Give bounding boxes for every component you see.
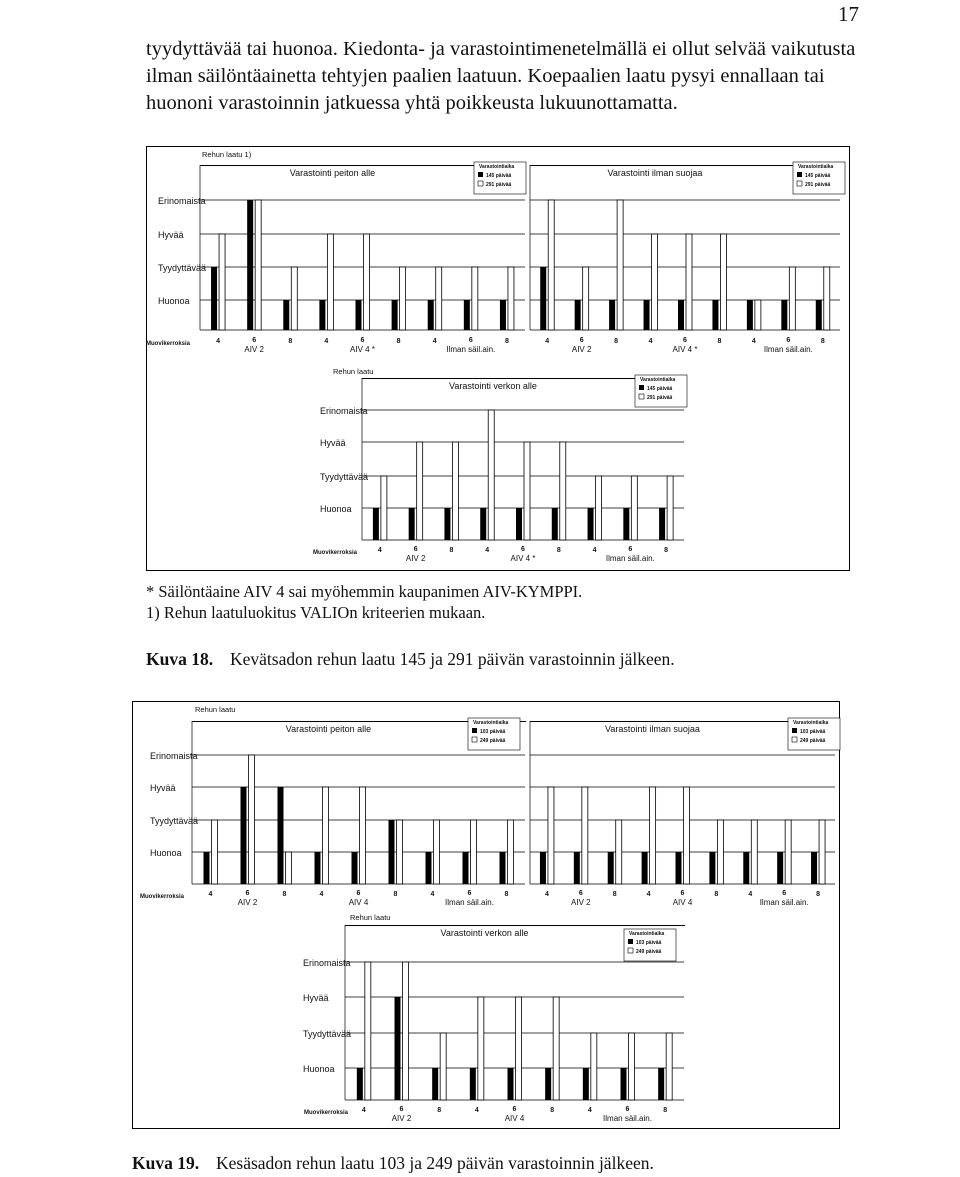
bar-145-päivää xyxy=(540,267,546,330)
bar-145-päivää xyxy=(659,508,665,540)
bar-145-päivää xyxy=(623,508,629,540)
x-tick-label: 6 xyxy=(399,1106,404,1113)
y-axis-title: Rehun laatu xyxy=(333,367,374,376)
bar-291-päivää xyxy=(789,267,795,330)
bar-103-päivää xyxy=(608,852,614,884)
bar-291-päivää xyxy=(560,442,566,540)
x-group-label: AIV 2 xyxy=(237,898,258,907)
bar-145-päivää xyxy=(516,508,522,540)
bar-103-päivää xyxy=(463,852,469,884)
bar-145-päivää xyxy=(500,300,506,330)
y-category-label: Hyvää xyxy=(150,783,176,793)
bar-103-päivää xyxy=(777,852,783,884)
x-tick-label: 6 xyxy=(782,890,787,897)
legend-title: Varastointiaika xyxy=(479,164,515,170)
bar-145-päivää xyxy=(816,300,822,330)
x-tick-label: 6 xyxy=(252,337,257,344)
bar-145-päivää xyxy=(373,508,379,540)
legend-swatch-open xyxy=(628,948,633,953)
legend-swatch-filled xyxy=(628,939,633,944)
bar-145-päivää xyxy=(609,300,615,330)
x-tick-label: 4 xyxy=(430,891,435,898)
x-tick-label: 8 xyxy=(396,338,401,345)
x-tick-label: 8 xyxy=(820,338,825,345)
x-group-label: AIV 4 xyxy=(348,898,369,907)
legend-label: 145 päivää xyxy=(486,173,512,179)
bar-103-päivää xyxy=(540,852,546,884)
bar-249-päivää xyxy=(751,820,757,884)
legend-title: Varastointiaika xyxy=(629,931,665,937)
bar-291-päivää xyxy=(524,442,530,540)
x-tick-label: 6 xyxy=(786,337,791,344)
legend-swatch-filled xyxy=(478,172,483,177)
legend-swatch-open xyxy=(797,181,802,186)
footnote-ref: 1) Rehun laatuluokitus VALIOn kriteerien mukaan. xyxy=(146,603,486,622)
bar-249-päivää xyxy=(403,962,409,1100)
legend-title: Varastointiaika xyxy=(793,720,829,726)
bar-291-päivää xyxy=(452,442,458,540)
bar-291-päivää xyxy=(583,267,589,330)
bar-249-päivää xyxy=(440,1033,446,1100)
x-group-label: AIV 2 xyxy=(244,345,264,354)
x-group-label: AIV 4 xyxy=(504,1114,525,1123)
bar-291-päivää xyxy=(436,267,442,330)
y-category-label: Hyvää xyxy=(158,230,184,240)
x-tick-label: 8 xyxy=(504,891,509,898)
y-axis-title: Rehun laatu xyxy=(195,705,236,714)
bar-291-päivää xyxy=(255,200,261,330)
bar-249-päivää xyxy=(819,820,825,884)
x-tick-label: 4 xyxy=(319,891,324,898)
bar-249-päivää xyxy=(616,820,622,884)
x-tick-label: 6 xyxy=(683,337,687,344)
panel-title: Varastointi ilman suojaa xyxy=(607,168,703,178)
bar-103-päivää xyxy=(278,787,284,884)
x-tick-label: 8 xyxy=(437,1107,442,1114)
x-tick-label: 4 xyxy=(485,547,490,554)
x-tick-label: 8 xyxy=(714,891,719,898)
bar-249-päivää xyxy=(553,997,559,1100)
x-group-label: AIV 4 xyxy=(672,898,693,907)
bar-145-päivää xyxy=(247,200,253,330)
bar-145-päivää xyxy=(644,300,650,330)
bar-291-päivää xyxy=(291,267,297,330)
x-axis-title: Muovikerroksia xyxy=(140,894,185,900)
bar-291-päivää xyxy=(472,267,478,330)
bar-145-päivää xyxy=(781,300,787,330)
bar-249-päivää xyxy=(249,755,255,884)
bar-249-päivää xyxy=(212,820,218,884)
x-group-label: Ilman säil.ain. xyxy=(603,1114,652,1123)
bar-249-päivää xyxy=(650,787,656,884)
panel-title: Varastointi ilman suojaa xyxy=(605,724,700,734)
x-tick-label: 8 xyxy=(288,338,293,345)
bar-145-päivää xyxy=(480,508,486,540)
panel-title: Varastointi peiton alle xyxy=(285,724,372,734)
y-category-label: Tyydyttävää xyxy=(303,1029,352,1039)
panel-title: Varastointi peiton alle xyxy=(289,168,376,178)
bar-291-päivää xyxy=(631,476,637,540)
legend-label: 103 päivää xyxy=(480,729,506,735)
x-tick-label: 6 xyxy=(680,890,685,897)
x-tick-label: 8 xyxy=(556,547,561,554)
x-tick-label: 4 xyxy=(216,338,221,345)
y-category-label: Hyvää xyxy=(320,438,346,448)
bar-103-päivää xyxy=(621,1068,627,1100)
intro-line: ilman säilöntäainetta tehtyjen paalien laatuun. Koepaalien laatu pysyi ennallaan tai xyxy=(146,65,825,87)
bar-249-päivää xyxy=(629,1033,635,1100)
x-group-label: AIV 2 xyxy=(405,554,426,563)
legend-label: 249 päivää xyxy=(636,949,662,955)
x-tick-label: 4 xyxy=(646,891,651,898)
bar-291-päivää xyxy=(720,234,726,330)
x-group-label: Ilman säil.ain. xyxy=(605,554,655,563)
bar-291-päivää xyxy=(652,234,658,330)
intro-line: huononi varastoinnin jatkuessa yhtä poikkeusta lukuunottamatta. xyxy=(146,92,678,114)
bar-145-päivää xyxy=(575,300,581,330)
legend-label: 103 päivää xyxy=(636,940,662,946)
legend-label: 145 päivää xyxy=(647,386,673,392)
bar-103-päivää xyxy=(395,997,401,1100)
legend-label: 145 päivää xyxy=(805,173,831,179)
bar-249-päivää xyxy=(508,820,514,884)
y-category-label: Huonoa xyxy=(303,1064,335,1074)
bar-291-päivää xyxy=(488,410,494,540)
legend-swatch-open xyxy=(639,394,644,399)
x-tick-label: 6 xyxy=(625,1106,630,1113)
bar-291-päivää xyxy=(508,267,514,330)
caption-number: Kuva 19. xyxy=(132,1153,200,1173)
x-tick-label: 8 xyxy=(717,338,722,345)
legend-swatch-filled xyxy=(472,728,477,733)
caption-text: Kesäsadon rehun laatu 103 ja 249 päivän varastoinnin jälkeen. xyxy=(216,1153,654,1173)
x-tick-label: 8 xyxy=(663,1107,668,1114)
x-group-label: AIV 4 * xyxy=(672,345,698,354)
bar-145-päivää xyxy=(319,300,325,330)
y-category-label: Erinomaista xyxy=(303,958,351,968)
figure-frame-19 xyxy=(133,702,840,1129)
footnote-star: * Säilöntäaine AIV 4 sai myöhemmin kaupanimen AIV-KYMPPI. xyxy=(146,582,583,601)
bar-103-päivää xyxy=(426,852,432,884)
x-group-label: AIV 4 * xyxy=(510,554,536,563)
bar-145-päivää xyxy=(588,508,594,540)
bar-103-päivää xyxy=(357,1068,363,1100)
bar-103-päivää xyxy=(583,1068,589,1100)
x-tick-label: 4 xyxy=(432,338,437,345)
x-tick-label: 4 xyxy=(377,547,382,554)
caption-fig18 xyxy=(146,649,675,670)
x-tick-label: 6 xyxy=(521,546,525,553)
x-group-label: Ilman säil.ain. xyxy=(763,345,813,354)
x-group-label: Ilman säil.ain. xyxy=(759,898,809,907)
y-category-label: Tyydyttävää xyxy=(150,816,199,826)
x-tick-label: 6 xyxy=(579,337,584,344)
x-tick-label: 6 xyxy=(467,890,472,897)
bar-291-päivää xyxy=(327,234,333,330)
legend-title: Varastointiaika xyxy=(473,720,509,726)
panel-title: Varastointi verkon alle xyxy=(449,381,537,391)
bar-103-päivää xyxy=(676,852,682,884)
x-axis-title: Muovikerroksia xyxy=(304,1110,349,1116)
caption-number: Kuva 18. xyxy=(146,649,214,669)
bar-249-päivää xyxy=(471,820,477,884)
x-tick-label: 8 xyxy=(282,891,287,898)
bar-103-päivää xyxy=(545,1068,551,1100)
bar-249-päivää xyxy=(478,997,484,1100)
bar-291-päivää xyxy=(548,200,554,330)
y-category-label: Huonoa xyxy=(150,848,182,858)
bar-103-päivää xyxy=(352,852,358,884)
bar-145-päivää xyxy=(678,300,684,330)
x-tick-label: 8 xyxy=(612,891,617,898)
legend-label: 291 päivää xyxy=(805,182,831,188)
bar-291-päivää xyxy=(417,442,423,540)
x-group-label: AIV 2 xyxy=(571,898,591,907)
bar-291-päivää xyxy=(364,234,370,330)
bar-103-päivää xyxy=(470,1068,476,1100)
bar-103-päivää xyxy=(658,1068,664,1100)
x-tick-label: 4 xyxy=(324,338,329,345)
bar-291-päivää xyxy=(617,200,623,330)
x-tick-label: 6 xyxy=(468,337,473,344)
bar-103-päivää xyxy=(743,852,749,884)
bar-249-päivää xyxy=(785,820,791,884)
bar-145-päivää xyxy=(464,300,470,330)
bar-291-päivää xyxy=(667,476,673,540)
panel-title: Varastointi verkon alle xyxy=(440,928,529,938)
y-category-label: Tyydyttävää xyxy=(320,472,369,482)
x-tick-label: 4 xyxy=(545,338,550,345)
bar-249-päivää xyxy=(323,787,329,884)
y-category-label: Huonoa xyxy=(320,504,352,514)
bar-249-päivää xyxy=(684,787,690,884)
bar-291-päivää xyxy=(596,476,602,540)
bar-291-päivää xyxy=(686,234,692,330)
x-axis-title: Muovikerroksia xyxy=(146,341,191,347)
y-category-label: Tyydyttävää xyxy=(158,263,207,273)
page-number: 17 xyxy=(838,2,859,26)
legend-label: 249 päivää xyxy=(800,738,826,744)
bar-249-päivää xyxy=(434,820,440,884)
x-tick-label: 6 xyxy=(512,1106,517,1113)
y-category-label: Erinomaista xyxy=(320,406,368,416)
bar-145-päivää xyxy=(428,300,434,330)
intro-line: tyydyttävää tai huonoa. Kiedonta- ja varastointimenetelmällä ei ollut selvää vaikutusta xyxy=(146,38,856,60)
y-category-label: Erinomaista xyxy=(158,196,206,206)
bar-249-päivää xyxy=(591,1033,597,1100)
bar-249-päivää xyxy=(582,787,588,884)
x-tick-label: 6 xyxy=(245,890,250,897)
bar-249-päivää xyxy=(365,962,371,1100)
x-tick-label: 4 xyxy=(474,1107,479,1114)
x-tick-label: 8 xyxy=(449,547,454,554)
y-category-label: Huonoa xyxy=(158,296,190,306)
x-tick-label: 8 xyxy=(664,547,669,554)
bar-103-päivää xyxy=(574,852,580,884)
x-tick-label: 8 xyxy=(614,338,619,345)
bar-103-päivää xyxy=(315,852,321,884)
bar-103-päivää xyxy=(432,1068,438,1100)
bar-145-päivää xyxy=(712,300,718,330)
x-tick-label: 8 xyxy=(393,891,398,898)
y-category-label: Hyvää xyxy=(303,993,329,1003)
bar-145-päivää xyxy=(444,508,450,540)
bar-145-päivää xyxy=(283,300,289,330)
bar-103-päivää xyxy=(500,852,506,884)
bar-145-päivää xyxy=(409,508,415,540)
legend-swatch-open xyxy=(472,737,477,742)
bar-103-päivää xyxy=(642,852,648,884)
x-group-label: AIV 2 xyxy=(571,345,592,354)
legend-swatch-filled xyxy=(792,728,797,733)
bar-249-päivää xyxy=(397,820,403,884)
x-tick-label: 6 xyxy=(356,890,361,897)
bar-249-päivää xyxy=(548,787,554,884)
x-tick-label: 4 xyxy=(648,338,653,345)
legend-swatch-open xyxy=(478,181,483,186)
bar-249-päivää xyxy=(666,1033,672,1100)
x-tick-label: 6 xyxy=(360,337,365,344)
legend-swatch-open xyxy=(792,737,797,742)
x-tick-label: 4 xyxy=(751,338,756,345)
x-axis-title: Muovikerroksia xyxy=(313,550,358,556)
x-tick-label: 8 xyxy=(504,338,509,345)
bar-103-päivää xyxy=(389,820,395,884)
bar-145-päivää xyxy=(392,300,398,330)
legend-swatch-filled xyxy=(797,172,802,177)
bar-145-päivää xyxy=(747,300,753,330)
x-group-label: AIV 2 xyxy=(391,1114,412,1123)
caption-fig19 xyxy=(132,1153,654,1174)
x-tick-label: 4 xyxy=(544,891,549,898)
x-tick-label: 4 xyxy=(587,1107,592,1114)
legend-label: 103 päivää xyxy=(800,729,826,735)
y-axis-title: Rehun laatu xyxy=(350,913,391,922)
bar-291-päivää xyxy=(755,300,761,330)
x-tick-label: 8 xyxy=(550,1107,555,1114)
bar-291-päivää xyxy=(824,267,830,330)
bar-145-päivää xyxy=(552,508,558,540)
y-category-label: Erinomaista xyxy=(150,751,198,761)
x-tick-label: 6 xyxy=(413,546,418,553)
legend-label: 291 päivää xyxy=(486,182,512,188)
x-tick-label: 4 xyxy=(208,891,213,898)
bar-103-päivää xyxy=(709,852,715,884)
bar-291-päivää xyxy=(219,234,225,330)
bar-249-päivää xyxy=(717,820,723,884)
bar-145-päivää xyxy=(211,267,217,330)
bar-145-päivää xyxy=(356,300,362,330)
x-tick-label: 4 xyxy=(748,891,753,898)
bar-103-päivää xyxy=(241,787,247,884)
x-group-label: AIV 4 * xyxy=(350,345,375,354)
y-axis-title: Rehun laatu 1) xyxy=(202,150,252,159)
x-tick-label: 4 xyxy=(361,1107,366,1114)
legend-swatch-filled xyxy=(639,385,644,390)
legend-title: Varastointiaika xyxy=(798,164,834,170)
bar-103-päivää xyxy=(508,1068,514,1100)
legend-label: 249 päivää xyxy=(480,738,506,744)
x-tick-label: 4 xyxy=(592,547,597,554)
legend-title: Varastointiaika xyxy=(640,377,676,383)
x-group-label: Ilman säil.ain. xyxy=(445,898,494,907)
x-tick-label: 6 xyxy=(578,890,583,897)
bar-249-päivää xyxy=(286,852,292,884)
x-tick-label: 6 xyxy=(628,546,633,553)
bar-291-päivää xyxy=(381,476,387,540)
bar-291-päivää xyxy=(400,267,406,330)
bar-103-päivää xyxy=(811,852,817,884)
bar-249-päivää xyxy=(516,997,522,1100)
bar-103-päivää xyxy=(204,852,210,884)
caption-text: Kevätsadon rehun laatu 145 ja 291 päivän varastoinnin jälkeen. xyxy=(230,649,675,669)
legend-label: 291 päivää xyxy=(647,395,673,401)
x-group-label: Ilman säil.ain. xyxy=(446,345,496,354)
bar-249-päivää xyxy=(360,787,366,884)
x-tick-label: 8 xyxy=(816,891,821,898)
